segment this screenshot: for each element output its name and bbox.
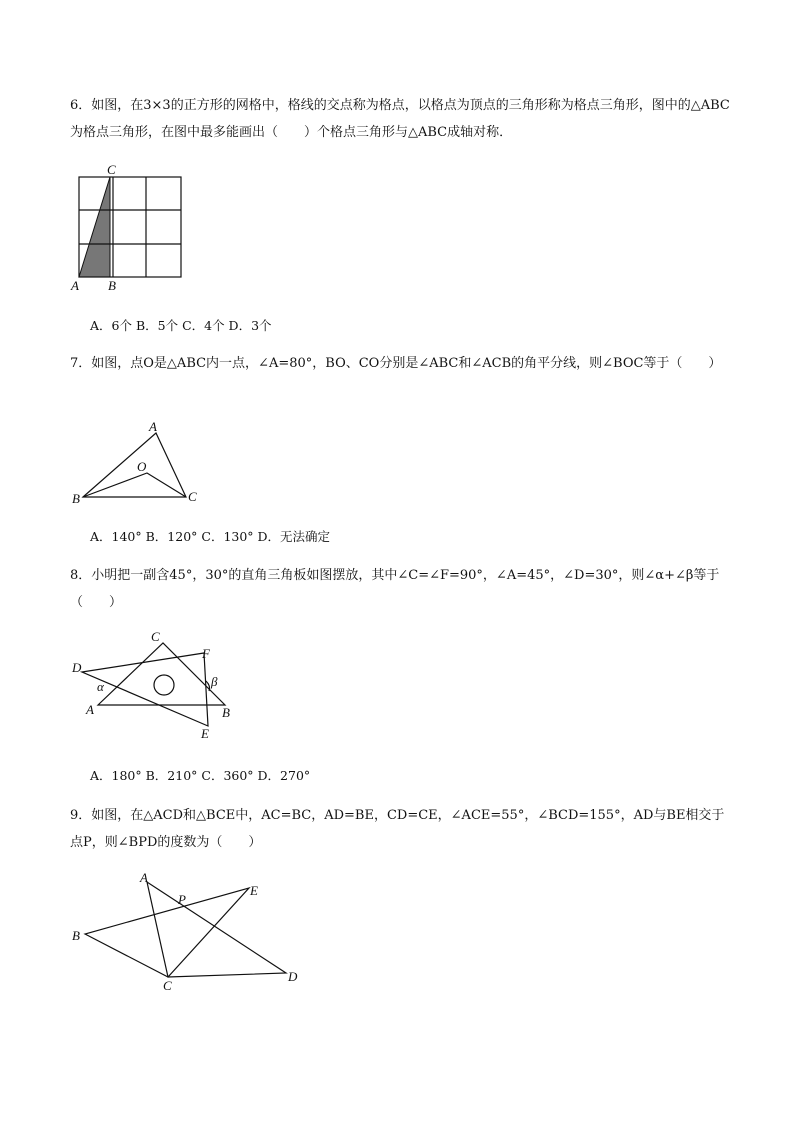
label-alpha: α bbox=[97, 679, 104, 694]
label-c: C bbox=[151, 629, 160, 644]
triangle-hole bbox=[154, 675, 174, 695]
label-b: B bbox=[72, 928, 80, 943]
label-o: O bbox=[137, 459, 147, 474]
question-9-text: 9．如图，在△ACD和△BCE中，AC=BC，AD=BE，CD=CE，∠ACE=55°，∠BCD=155°，AD与BE相交于点P，则∠BPD的度数为（ ） bbox=[70, 808, 725, 850]
question-9-figure bbox=[70, 866, 310, 996]
question-6-figure bbox=[70, 160, 200, 295]
label-a: A bbox=[140, 870, 148, 885]
label-b: B bbox=[72, 491, 80, 506]
label-beta: β bbox=[211, 674, 218, 689]
question-8-figure bbox=[70, 628, 240, 743]
label-c: C bbox=[107, 162, 116, 177]
question-8-text: 8．小明把一副含45°，30°的直角三角板如图摆放，其中∠C=∠F=90°，∠A=45°，∠D=30°，则∠α+∠β等于（ ） bbox=[70, 568, 720, 610]
question-7-figure bbox=[70, 418, 210, 510]
triangle-acd bbox=[147, 882, 286, 977]
label-b: B bbox=[222, 705, 230, 720]
label-a: A bbox=[71, 278, 79, 293]
label-d: D bbox=[288, 969, 298, 984]
label-a: A bbox=[86, 702, 94, 717]
label-e: E bbox=[201, 726, 209, 741]
question-6-text: 6．如图，在3×3的正方形的网格中，格线的交点称为格点，以格点为顶点的三角形称为格点三角形，图中的△ABC为格点三角形，在图中最多能画出（ ）个格点三角形与△ABC成轴对称． bbox=[70, 98, 730, 140]
question-7-text: 7．如图，点O是△ABC内一点，∠A=80°，BO、CO分别是∠ABC和∠ACB的角平分线，则∠BOC等于（ ） bbox=[70, 356, 722, 371]
label-d: D bbox=[72, 660, 82, 675]
question-6-options: A．6个 B．5个 C．4个 D．3个 bbox=[90, 318, 272, 333]
label-p: P bbox=[178, 892, 186, 907]
question-8-options: A．180° B．210° C．360° D．270° bbox=[90, 768, 311, 783]
label-b: B bbox=[108, 278, 116, 293]
label-c: C bbox=[188, 489, 197, 504]
bisectors-bo-co bbox=[83, 473, 186, 497]
label-f: F bbox=[202, 646, 210, 661]
label-a: A bbox=[149, 419, 157, 434]
label-e: E bbox=[250, 883, 258, 898]
label-c: C bbox=[163, 978, 172, 993]
shaded-triangle-abc bbox=[79, 177, 110, 277]
question-7-options: A．140° B．120° C．130° D．无法确定 bbox=[90, 529, 331, 544]
